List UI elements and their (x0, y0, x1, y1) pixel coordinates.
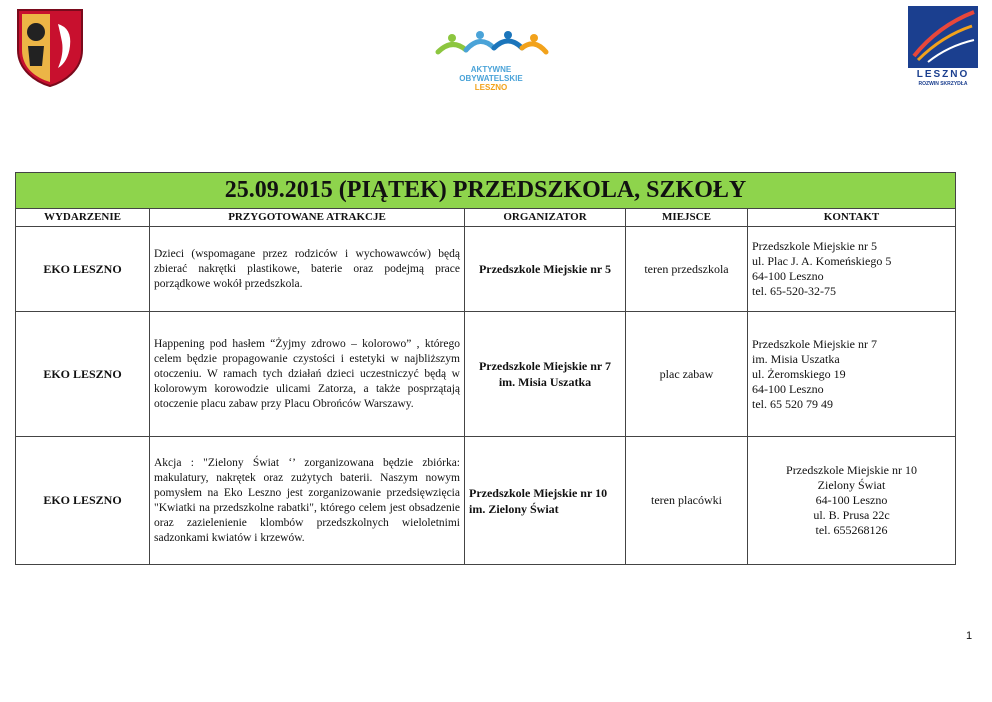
description-cell: Akcja : "Zielony Świat ‘’ zorganizowana będzie zbiórka: makulatury, nakrętek oraz zużytych baterii. Naszym nowym pomysłem na Eko Leszno jest zorganizowanie przedsięwzięcia "Kwiatki na przedszkolne rabatki", którego celem jest obsadzenie oraz zazielenienie klombów przedszkolnych wieloletnimi sadzonkami kwiatów i krzewów. (150, 437, 465, 565)
organizer-line: im. Zielony Świat (469, 501, 559, 516)
brand-box (908, 6, 978, 68)
aktywne-obywatelskie-logo (432, 30, 550, 92)
header-row (16, 209, 956, 227)
place-cell: teren placówki (626, 437, 748, 565)
header-cell: WYDARZENIE (16, 209, 150, 227)
contact-line: Przedszkole Miejskie nr 7 (752, 336, 877, 351)
contact-cell (748, 227, 956, 312)
contact-line: tel. 655268126 (815, 523, 888, 537)
contact-line: Przedszkole Miejskie nr 10 (786, 463, 917, 477)
contact-line: Przedszkole Miejskie nr 5 (752, 239, 877, 253)
crest-icon (14, 6, 86, 88)
events-table (15, 172, 956, 565)
contact-line: ul. Żeromskiego 19 (752, 366, 846, 381)
table-title: 25.09.2015 (PIĄTEK) PRZEDSZKOLA, SZKOŁY (16, 173, 956, 209)
organizer-cell (465, 437, 626, 565)
place-cell: plac zabaw (626, 312, 748, 437)
contact-line: tel. 65-520-32-75 (752, 284, 836, 298)
organizer-cell (465, 312, 626, 437)
logo-line-2: OBYWATELSKIE (459, 74, 523, 83)
brand-slogan: ROZWIN SKRZYDŁA (918, 81, 968, 87)
contact-line: 64-100 Leszno (815, 493, 888, 507)
people-icon (432, 30, 550, 60)
page-number: 1 (966, 630, 973, 642)
place-cell: teren przedszkola (626, 227, 748, 312)
organizer-line: Przedszkole Miejskie nr 10 (469, 485, 608, 500)
contact-line: ul. Plac J. A. Komeńskiego 5 (752, 254, 892, 268)
header-cell: ORGANIZATOR (465, 209, 626, 227)
contact-cell (748, 312, 956, 437)
contact-line: im. Misia Uszatka (752, 351, 840, 366)
event-cell: EKO LESZNO (16, 437, 150, 565)
logo-line-1: AKTYWNE (470, 65, 512, 74)
organizer-line: Przedszkole Miejskie nr 7 (478, 359, 612, 373)
organizer-line: im. Misia Uszatka (498, 375, 592, 389)
contact-cell (748, 437, 956, 565)
contact-line: 64-100 Leszno (752, 269, 824, 283)
header-cell: MIEJSCE (626, 209, 748, 227)
wing-icon (908, 6, 978, 68)
table-row (16, 437, 956, 565)
event-cell: EKO LESZNO (16, 227, 150, 312)
organizer-line: Przedszkole Miejskie nr 5 (478, 262, 612, 276)
organizer-cell (465, 227, 626, 312)
city-crest-logo (14, 6, 86, 88)
contact-line: ul. B. Prusa 22c (813, 508, 890, 522)
logo-line-3: LESZNO (474, 83, 508, 92)
contact-line: tel. 65 520 79 49 (752, 396, 833, 411)
contact-line: 64-100 Leszno (752, 381, 824, 396)
table-row (16, 227, 956, 312)
description-cell: Happening pod hasłem “Żyjmy zdrowo – kolorowo” , którego celem będzie propagowanie czystości i estetyki w najbliższym otoczeniu. W ramach tych działań dzieci uczestniczyć będą w kolorowym korowodzie ulicami Zatorza, a także posprzątają otoczenie placu zabaw przy Placu Obrońców Warszawy. (150, 312, 465, 437)
table-row (16, 312, 956, 437)
header-cell: PRZYGOTOWANE ATRAKCJE (150, 209, 465, 227)
title-row (16, 173, 956, 209)
contact-line: Zielony Świat (817, 478, 886, 492)
header-cell: KONTAKT (748, 209, 956, 227)
description-cell: Dzieci (wspomagane przez rodziców i wychowawców) będą zbierać nakrętki plastikowe, baterie oraz podejmą prace porządkowe wokół przedszkola. (150, 227, 465, 312)
event-cell: EKO LESZNO (16, 312, 150, 437)
leszno-brand-logo (908, 6, 978, 86)
brand-word: LESZNO (916, 69, 970, 80)
